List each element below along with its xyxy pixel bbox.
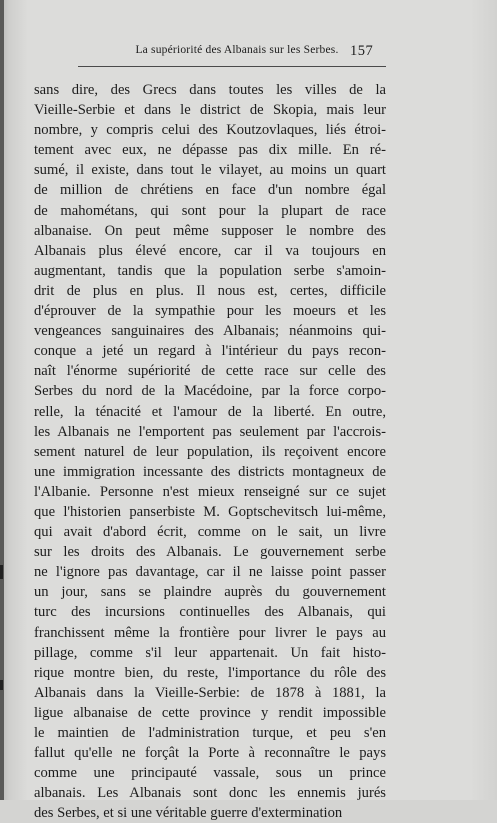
text-line: ligue albanaise de cette province y rendit impossible [34,704,386,721]
text-line: de mahométans, qui sont pour la plupart de race [34,202,386,219]
text-line: de million de chrétiens en face d'un nombre égal [34,182,386,199]
text-line: sumé, il existe, dans tout le vilayet, au moins un quart [34,162,386,179]
text-line: nombre, y compris celui des Koutzovlaques, liés étroi- [34,122,386,139]
text-line: que l'historien panserbiste M. Goptschevitsch lui-même, [34,503,386,520]
text-line: drit de plus en plus. Il nous est, certes, difficile [34,282,386,299]
text-line: rique montre bien, du reste, l'importance du rôle des [34,664,386,681]
text-line: un jour, sans se plaindre auprès du gouvernement [34,584,386,601]
body-paragraph [34,80,386,823]
text-line: relle, la ténacité et l'amour de la liberté. En outre, [34,403,386,420]
text-line: pillage, comme s'il leur appartenait. Un fait histo- [34,644,386,661]
text-line: une immigration incessante des districts montagneux de [34,463,386,480]
text-line: d'éprouver de la sympathie pour les moeurs et les [34,303,386,320]
scan-mark [0,680,3,690]
text-line: sement naturel de leur population, ils reçoivent encore [34,443,386,460]
text-line: Albanais dans la Vieille-Serbie: de 1878 à 1881, la [34,684,386,701]
text-line: ne l'ignore pas davantage, car il ne laisse point passer [34,564,386,581]
text-line: sur les droits des Albanais. Le gouvernement serbe [34,544,386,561]
text-line: tement avec eux, ne dépasse pas dix mille. En ré- [34,142,386,159]
text-line: Serbes du nord de la Macédoine, par la force corpo- [34,383,386,400]
text-line: turc des incursions continuelles des Albanais, qui [34,604,386,621]
running-title: La supériorité des Albanais sur les Serbes. [135,44,339,56]
text-line: l'Albanie. Personne n'est mieux renseigné sur ce sujet [34,483,386,500]
text-line: les Albanais ne l'emportent pas seulement par l'accrois- [34,423,386,440]
text-line: albanais. Les Albanais sont donc les ennemis jurés [34,785,386,802]
text-line: sans dire, des Grecs dans toutes les villes de la [34,82,386,98]
text-line: conque a jeté un regard à l'intérieur du pays recon- [34,343,386,360]
text-line: le maintien de l'administration turque, et peu s'en [34,725,386,741]
header-rule [78,66,386,67]
text-line: Albanais plus élevé encore, car il va toujours en [34,242,386,259]
text-line: comme une principauté vassale, sous un prince [34,765,386,782]
scan-mark [0,565,3,579]
text-line: qui avait d'abord écrit, comme on le sait, un livre [34,524,386,541]
text-line: fallut qu'elle ne forçât la Porte à reconnaître le pays [34,745,386,762]
text-line: Vieille-Serbie et dans le district de Skopia, mais leur [34,102,386,119]
page-number: 157 [350,43,374,59]
text-line: naît l'énorme supériorité de cette race sur celle des [34,363,386,380]
text-line: augmentant, tandis que la population serbe s'amoin- [34,262,386,279]
text-line: des Serbes, et si une véritable guerre d'extermination [34,805,343,822]
text-line: franchissent même la frontière pour livrer le pays au [34,624,386,641]
text-line: albanaise. On peut même supposer le nombre des [34,222,386,239]
text-line: vengeances sanguinaires des Albanais; néanmoins qui- [34,323,386,340]
